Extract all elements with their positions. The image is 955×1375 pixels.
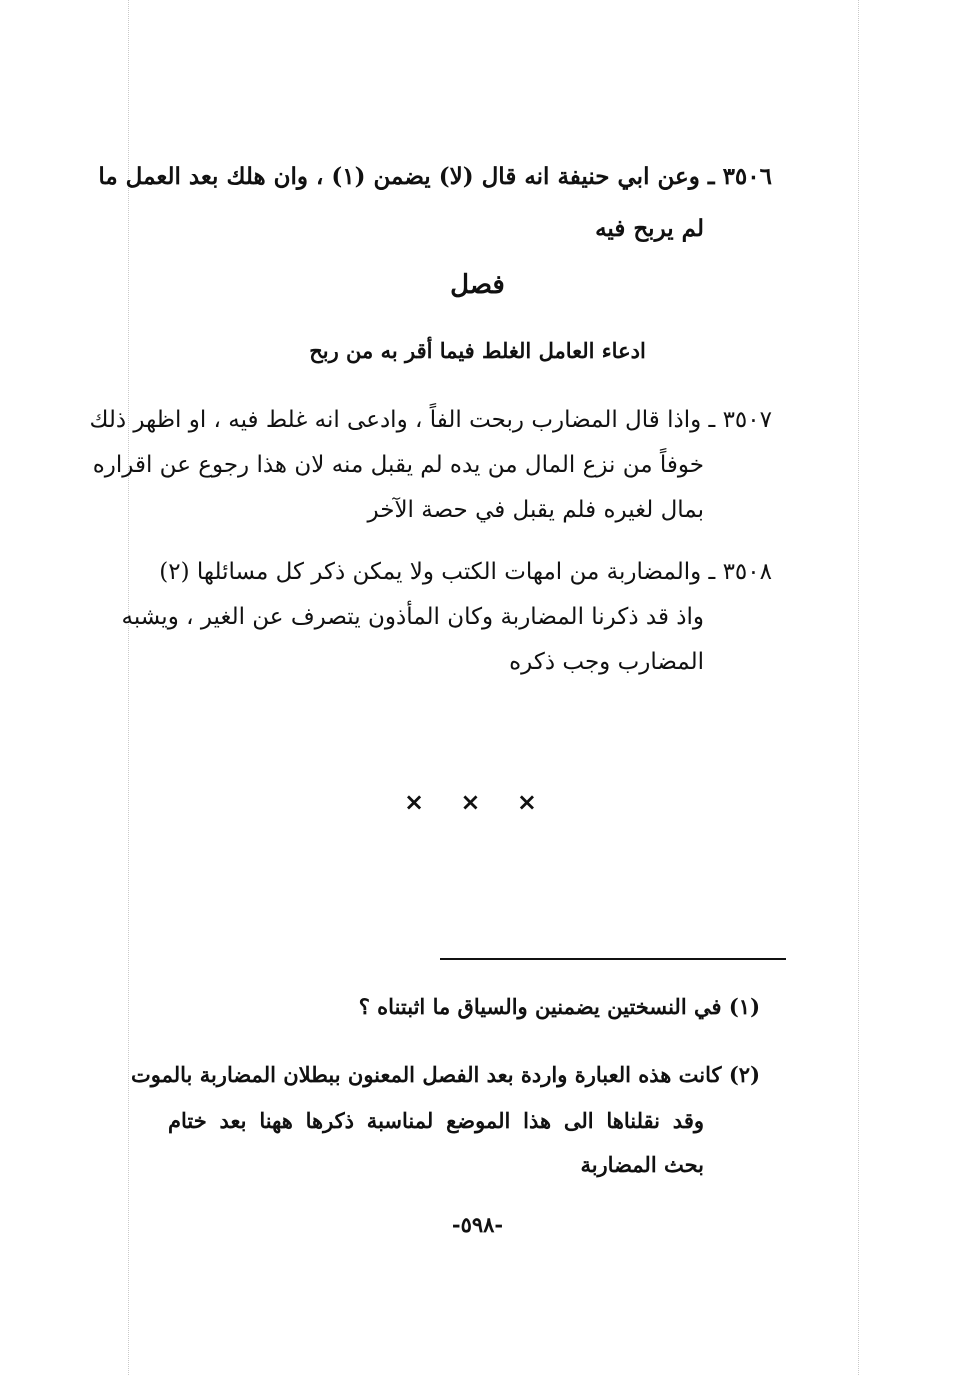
page-number: -٥٩٨- bbox=[451, 1212, 504, 1237]
footnote-2-line-2: وقد نقلناها الى هذا الموضع لمناسبة ذكرها ههنا بعد ختام bbox=[168, 1108, 705, 1133]
entry-3506-line-2: لم يربح فيه bbox=[595, 215, 704, 242]
entry-3508-line-1: ٣٥٠٨ ـ والمضاربة من امهات الكتب ولا يمكن ذكر كل مسائلها (٢) bbox=[159, 559, 772, 585]
entry-3508-line-2: واذ قد ذكرنا المضاربة وكان المأذون يتصرف عن الغير ، ويشبه bbox=[121, 604, 704, 630]
section-heading-text: فصل bbox=[450, 270, 505, 300]
entry-3507-line-2: خوفاً من نزع المال من يده لم يقبل منه لان هذا رجوع عن اقراره bbox=[92, 452, 704, 478]
footnote-divider bbox=[440, 958, 786, 960]
section-separator: × × × bbox=[403, 788, 552, 816]
entry-3508-line-3: المضارب وجب ذكره bbox=[509, 649, 704, 675]
entry-3507-line-3: بمال لغيره فلم يقبل في حصة الآخر bbox=[367, 497, 704, 523]
footnote-2-line-1: (٢) كانت هذه العبارة واردة بعد الفصل المعنون ببطلان المضاربة بالموت bbox=[130, 1062, 760, 1087]
entry-3506-line-1: ٣٥٠٦ ـ وعن ابي حنيفة انه قال (لا) يضمن (١) ، وان هلك بعد العمل ما bbox=[98, 163, 772, 190]
entry-3507-line-1: ٣٥٠٧ ـ واذا قال المضارب ربحت الفاً ، وادعى انه غلط فيه ، او اظهر ذلك bbox=[89, 407, 772, 433]
scan-edge-right bbox=[858, 0, 859, 1375]
scan-edge-left bbox=[128, 0, 129, 1375]
footnote-2-line-3: بحث المضاربة bbox=[580, 1152, 704, 1177]
footnote-1: (١) في النسختين يضمنين والسياق ما اثبتناه ؟ bbox=[358, 994, 760, 1019]
section-heading bbox=[0, 270, 955, 300]
section-subtitle: ادعاء العامل الغلط فيما أقر به من ربح bbox=[309, 338, 646, 363]
